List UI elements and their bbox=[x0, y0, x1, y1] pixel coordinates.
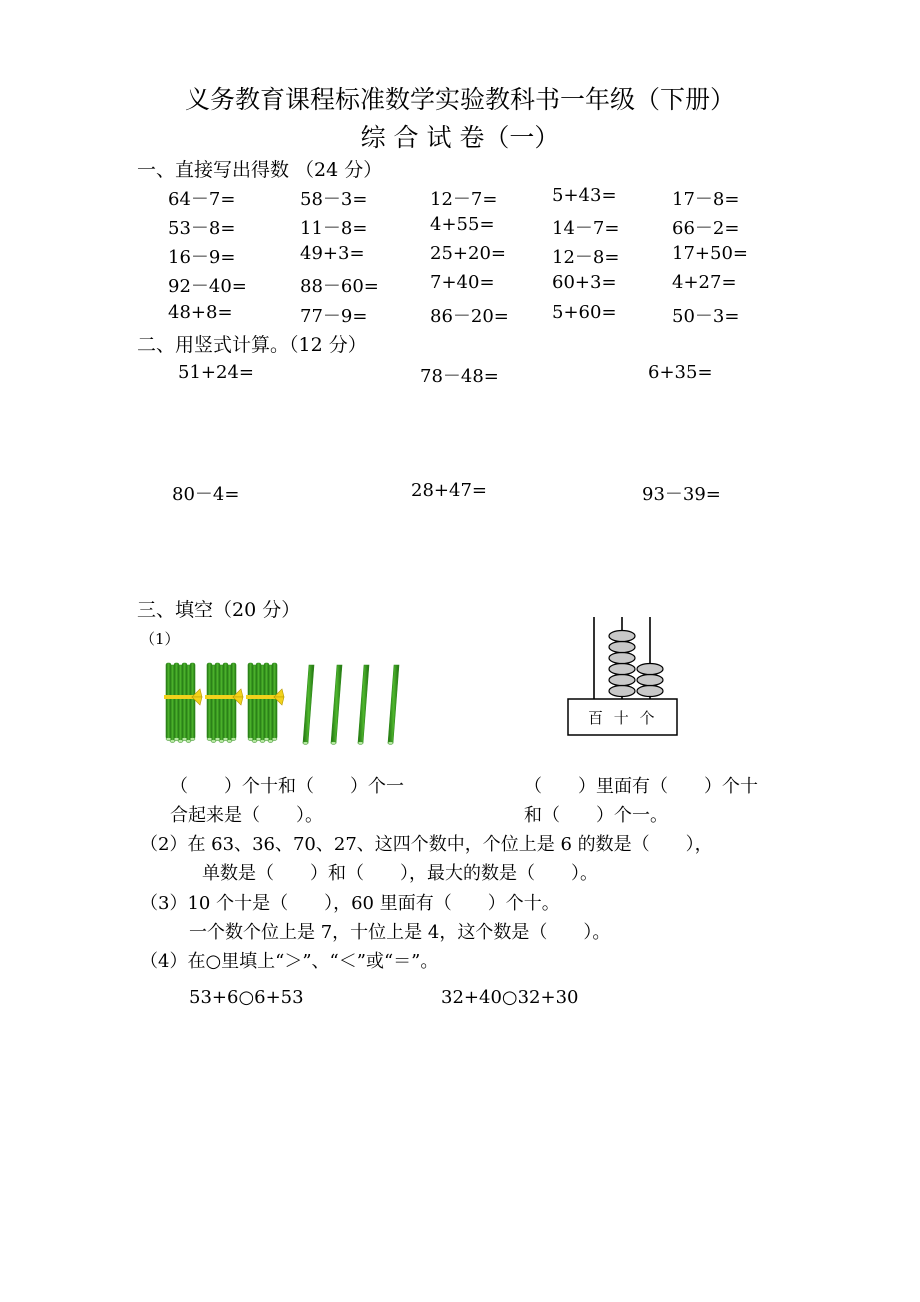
vertical-calc-item: 80－4= bbox=[172, 484, 240, 505]
oral-calc-item: 16－9= bbox=[168, 247, 236, 268]
oral-calc-item: 50－3= bbox=[672, 306, 740, 327]
oral-calc-item: 60+3= bbox=[552, 272, 617, 293]
oral-calc-item: 92－40= bbox=[168, 276, 247, 297]
oral-calc-item: 4+55= bbox=[430, 214, 495, 235]
question1-label: （1） bbox=[140, 630, 180, 648]
abacus-bead bbox=[609, 631, 635, 642]
counting-sticks-illustration bbox=[160, 655, 410, 750]
q2-line2: 单数是（ ）和（ ），最大的数是（ ）。 bbox=[202, 863, 598, 884]
q3-line2: 一个数个位上是 7，十位上是 4，这个数是（ ）。 bbox=[189, 922, 611, 943]
abacus-bead bbox=[609, 675, 635, 686]
oral-calc-item: 86－20= bbox=[430, 306, 509, 327]
oral-calc-item: 48+8= bbox=[168, 302, 233, 323]
abacus-bead bbox=[609, 653, 635, 664]
abacus-place-labels: 百 十 个 bbox=[588, 709, 658, 727]
q4-compare-item: 53+6○6+53 bbox=[189, 987, 304, 1008]
q1-left-line1: （ ）个十和（ ）个一 bbox=[170, 776, 404, 797]
oral-calc-item: 17－8= bbox=[672, 189, 740, 210]
oral-calc-item: 49+3= bbox=[300, 243, 365, 264]
oral-calc-item: 14－7= bbox=[552, 218, 620, 239]
counting-sticks-bundle-icon bbox=[246, 663, 284, 743]
oral-calc-item: 66－2= bbox=[672, 218, 740, 239]
oral-calc-item: 5+43= bbox=[552, 185, 617, 206]
q2-line1: （2）在 63、36、70、27、这四个数中，个位上是 6 的数是（ ）， bbox=[140, 834, 713, 855]
abacus-bead bbox=[609, 686, 635, 697]
counting-stick-icon bbox=[388, 665, 399, 744]
counting-sticks-bundle-icon bbox=[205, 663, 243, 743]
oral-calc-item: 7+40= bbox=[430, 272, 495, 293]
q1-right-line1: （ ）里面有（ ）个十 bbox=[524, 776, 758, 797]
q1-left-line2: 合起来是（ ）。 bbox=[170, 805, 323, 826]
section1-heading: 一、直接写出得数 （24 分） bbox=[137, 159, 383, 181]
counting-stick-icon bbox=[331, 665, 342, 744]
oral-calc-item: 64－7= bbox=[168, 189, 236, 210]
counting-sticks-bundle-icon bbox=[164, 663, 202, 743]
oral-calc-item: 12－7= bbox=[430, 189, 498, 210]
q4-compare-item: 32+40○32+30 bbox=[441, 987, 579, 1008]
abacus-bead bbox=[609, 664, 635, 675]
oral-calc-item: 11－8= bbox=[300, 218, 368, 239]
counting-stick-icon bbox=[303, 665, 314, 744]
counting-stick-icon bbox=[358, 665, 369, 744]
oral-calc-item: 4+27= bbox=[672, 272, 737, 293]
vertical-calc-item: 78－48= bbox=[420, 366, 499, 387]
oral-calc-item: 53－8= bbox=[168, 218, 236, 239]
oral-calc-item: 25+20= bbox=[430, 243, 506, 264]
oral-calc-item: 17+50= bbox=[672, 243, 748, 264]
page-title: 义务教育课程标准数学实验教科书一年级（下册） bbox=[184, 85, 735, 114]
vertical-calc-item: 28+47= bbox=[411, 480, 487, 501]
abacus-bead bbox=[637, 664, 663, 675]
q1-right-line2: 和（ ）个一。 bbox=[524, 805, 668, 826]
vertical-calc-item: 51+24= bbox=[178, 362, 254, 383]
abacus-tens-beads bbox=[609, 631, 635, 697]
oral-calc-item: 88－60= bbox=[300, 276, 379, 297]
oral-calc-item: 58－3= bbox=[300, 189, 368, 210]
section3-heading: 三、填空（20 分） bbox=[137, 599, 301, 621]
abacus-bead bbox=[637, 675, 663, 686]
abacus-bead bbox=[637, 686, 663, 697]
q4-line1: （4）在○里填上“＞”、“＜”或“＝”。 bbox=[140, 951, 439, 972]
oral-calc-item: 12－8= bbox=[552, 247, 620, 268]
vertical-calc-item: 93－39= bbox=[642, 484, 721, 505]
q3-line1: （3）10 个十是（ ），60 里面有（ ）个十。 bbox=[140, 893, 560, 914]
oral-calc-item: 5+60= bbox=[552, 302, 617, 323]
abacus-bead bbox=[609, 642, 635, 653]
section2-heading: 二、用竖式计算。（12 分） bbox=[137, 334, 367, 356]
abacus-ones-beads bbox=[637, 664, 663, 697]
vertical-calc-item: 6+35= bbox=[648, 362, 713, 383]
page-subtitle: 综 合 试 卷（一） bbox=[360, 123, 560, 152]
oral-calc-item: 77－9= bbox=[300, 306, 368, 327]
